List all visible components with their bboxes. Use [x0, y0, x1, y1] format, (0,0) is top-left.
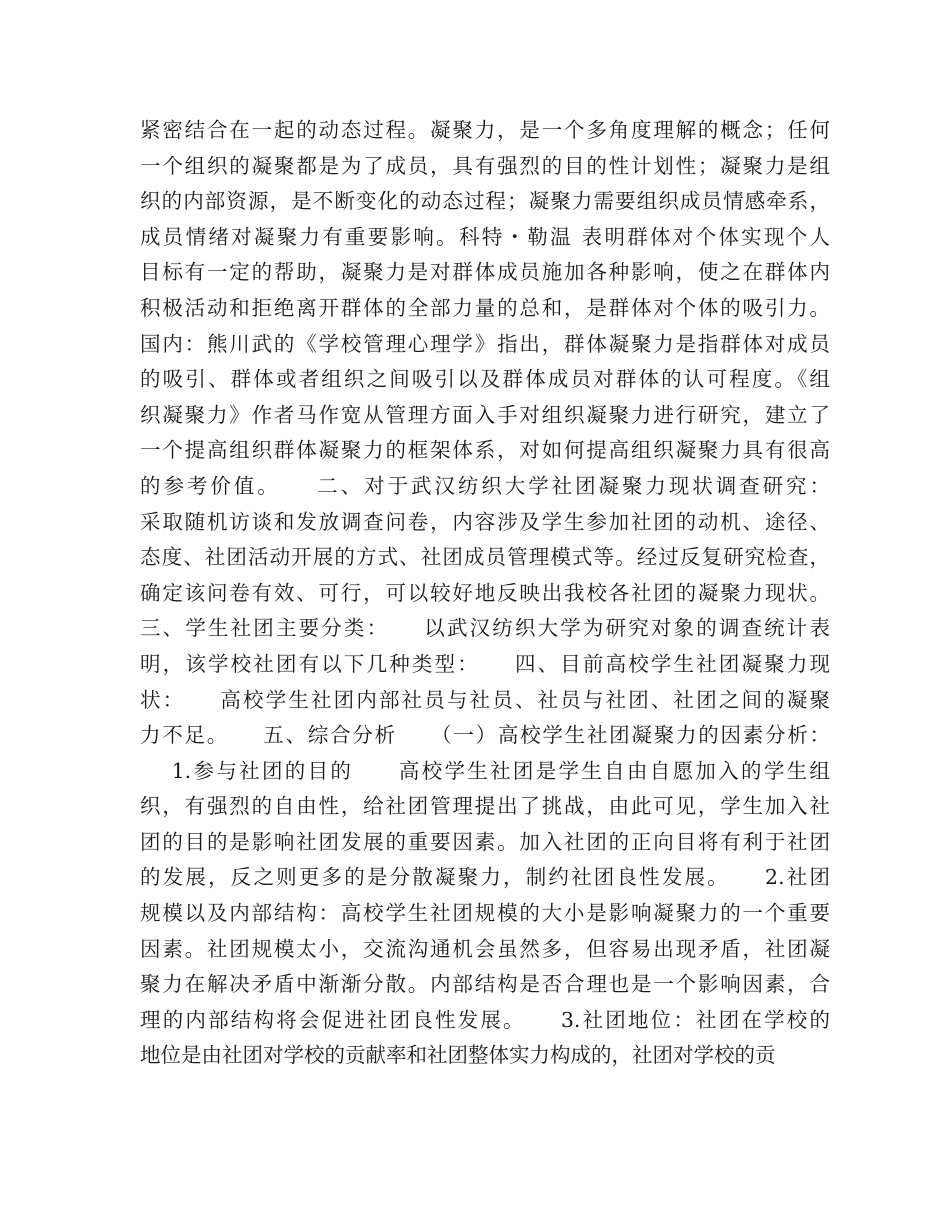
text-line: 的参考价值。 二、对于武汉纺织大学社团凝聚力现状调查研究：	[140, 473, 830, 498]
body-text	[140, 113, 830, 1074]
text-line: 成员情绪对凝聚力有重要影响。科特・勒温 表明群体对个体实现个人	[140, 224, 830, 249]
text-line: 目标有一定的帮助，凝聚力是对群体成员施加各种影响，使之在群体内	[140, 260, 830, 285]
text-line: 确定该问卷有效、可行，可以较好地反映出我校各社团的凝聚力现状。	[140, 580, 830, 605]
text-line: 织，有强烈的自由性，给社团管理提出了挑战，由此可见，学生加入社	[140, 794, 830, 819]
text-line: 理的内部结构将会促进社团良性发展。 3.社团地位：社团在学校的	[140, 1007, 830, 1032]
text-line: 状： 高校学生社团内部社员与社员、社员与社团、社团之间的凝聚	[140, 687, 830, 712]
text-line: 采取随机访谈和发放调查问卷，内容涉及学生参加社团的动机、途径、	[140, 509, 830, 534]
text-line: 织的内部资源，是不断变化的动态过程；凝聚力需要组织成员情感牵系，	[140, 189, 830, 214]
text-line: 积极活动和拒绝离开群体的全部力量的总和，是群体对个体的吸引力。	[140, 295, 830, 320]
text-line: 织凝聚力》作者马作宽从管理方面入手对组织凝聚力进行研究，建立了	[140, 402, 830, 427]
text-line: 的发展，反之则更多的是分散凝聚力，制约社团良性发展。 2.社团	[140, 865, 830, 890]
text-line: 紧密结合在一起的动态过程。凝聚力，是一个多角度理解的概念；任何	[140, 118, 830, 142]
text-line: 一个组织的凝聚都是为了成员，具有强烈的目的性计划性；凝聚力是组	[140, 153, 830, 178]
text-line: 国内：熊川武的《学校管理心理学》指出，群体凝聚力是指群体对成员	[140, 331, 830, 356]
text-line: 地位是由社团对学校的贡献率和社团整体实力构成的，社团对学校的贡	[140, 1043, 776, 1068]
text-line: 因素。社团规模太小，交流沟通机会虽然多，但容易出现矛盾，社团凝	[140, 936, 830, 961]
text-line: 三、学生社团主要分类： 以武汉纺织大学为研究对象的调查统计表	[140, 616, 830, 641]
text-line: 一个提高组织群体凝聚力的框架体系，对如何提高组织凝聚力具有很高	[140, 438, 830, 463]
text-line: 明，该学校社团有以下几种类型： 四、目前高校学生社团凝聚力现	[140, 651, 830, 676]
text-line: 力不足。 五、综合分析 （一）高校学生社团凝聚力的因素分析：	[140, 723, 830, 748]
text-line: 1.参与社团的目的 高校学生社团是学生自由自愿加入的学生组	[140, 758, 830, 783]
text-line: 聚力在解决矛盾中渐渐分散。内部结构是否合理也是一个影响因素，合	[140, 972, 830, 997]
text-line: 的吸引、群体或者组织之间吸引以及群体成员对群体的认可程度。《组	[140, 367, 830, 392]
text-line: 团的目的是影响社团发展的重要因素。加入社团的正向目将有利于社团	[140, 829, 830, 854]
text-line: 规模以及内部结构：高校学生社团规模的大小是影响凝聚力的一个重要	[140, 901, 830, 926]
text-line: 态度、社团活动开展的方式、社团成员管理模式等。经过反复研究检查，	[140, 545, 830, 570]
